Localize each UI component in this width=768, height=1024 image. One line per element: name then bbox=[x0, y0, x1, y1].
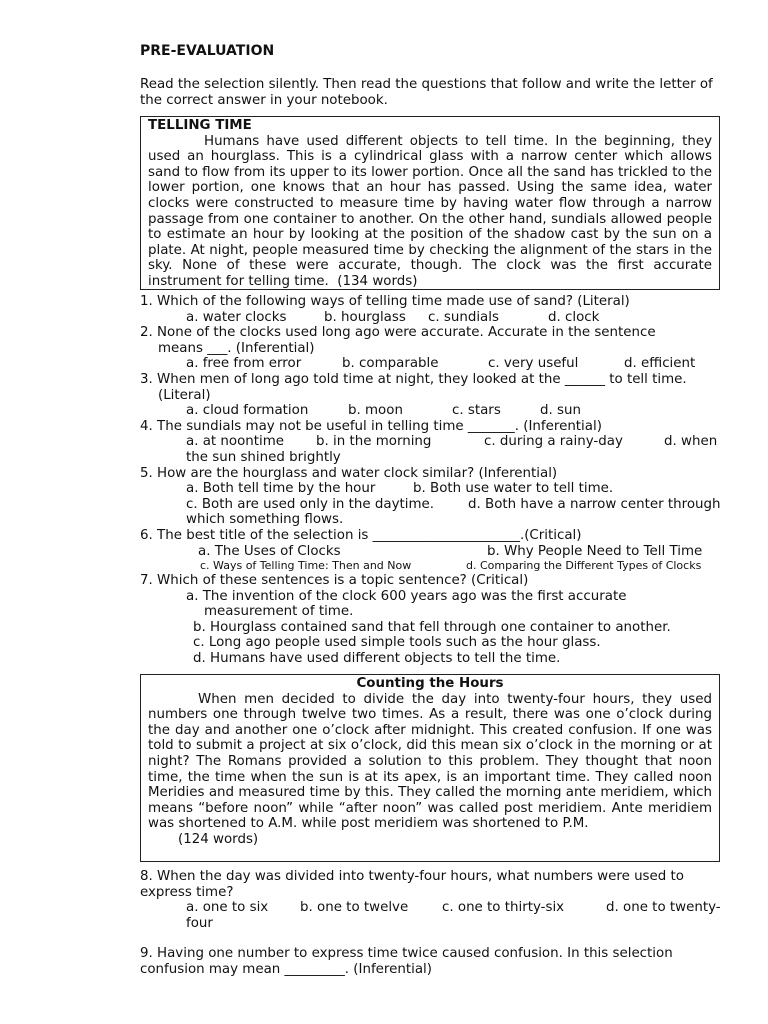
option-a: a. cloud formation bbox=[186, 403, 309, 419]
question-stem: 3. When men of long ago told time at night, they looked at the ______ to tell time. bbox=[140, 371, 687, 387]
option-a: a. Both tell time by the hour bbox=[186, 481, 376, 497]
passage-title: TELLING TIME bbox=[148, 118, 252, 133]
option-d: d. Both have a narrow center through which something flows. bbox=[186, 496, 721, 528]
option-c: c. during a rainy-day bbox=[484, 434, 623, 450]
option-d: d. efficient bbox=[624, 356, 696, 372]
question-stem: 6. The best title of the selection is ______________________.(Critical) bbox=[140, 527, 582, 543]
word-count: (124 words) bbox=[178, 831, 259, 847]
passage-title: Counting the Hours bbox=[356, 676, 504, 691]
option-a: a. one to six bbox=[186, 900, 269, 916]
option-b: b. Why People Need to Tell Time bbox=[487, 543, 703, 559]
option-d: d. one to twenty-four bbox=[186, 900, 721, 931]
answer-options bbox=[140, 900, 722, 931]
option-c: c. Ways of Telling Time: Then and Now bbox=[200, 559, 412, 573]
passage-counting-the-hours bbox=[140, 674, 720, 862]
questions-1-7 bbox=[140, 294, 722, 667]
question-stem: 9. Having one number to express time twice caused confusion. In this selection confusion may mean _________. (Inferential) bbox=[140, 946, 673, 977]
answer-options bbox=[140, 544, 722, 560]
instructions: Read the selection silently. Then read the questions that follow and write the letter of the correct answer in your notebook. bbox=[140, 77, 713, 108]
question-stem-continued: means ___. (Inferential) bbox=[158, 340, 315, 356]
question-9 bbox=[140, 946, 722, 977]
answer-options bbox=[140, 481, 722, 497]
question-4 bbox=[140, 419, 722, 466]
question-stem: 8. When the day was divided into twenty-four hours, what numbers were used to express time? bbox=[140, 869, 684, 900]
option-d: d. Humans have used different objects to tell the time. bbox=[193, 651, 561, 667]
option-c: c. one to thirty-six bbox=[442, 900, 565, 916]
option-b: b. comparable bbox=[342, 356, 439, 372]
question-7 bbox=[140, 573, 722, 667]
question-8 bbox=[140, 869, 722, 931]
word-count: (134 words) bbox=[337, 273, 418, 289]
option-b: b. Both use water to tell time. bbox=[413, 481, 614, 497]
option-b: b. moon bbox=[348, 403, 403, 419]
question-2 bbox=[140, 325, 722, 372]
passage-telling-time bbox=[140, 116, 720, 290]
option-a: a. The invention of the clock 600 years ago was the first accurate measurement of time. bbox=[186, 588, 627, 620]
question-1 bbox=[140, 294, 722, 325]
option-c: c. stars bbox=[452, 403, 501, 419]
option-c: c. Both are used only in the daytime. bbox=[186, 496, 435, 512]
option-a: a. free from error bbox=[186, 356, 302, 372]
answer-options bbox=[140, 434, 722, 465]
option-b: b. hourglass bbox=[324, 309, 406, 325]
question-stem: 7. Which of these sentences is a topic sentence? (Critical) bbox=[140, 573, 529, 589]
question-stem: 5. How are the hourglass and water clock similar? (Inferential) bbox=[140, 465, 558, 481]
option-a: a. at noontime bbox=[186, 434, 285, 450]
question-3 bbox=[140, 372, 722, 419]
passage-body: When men decided to divide the day into twenty-four hours, they used numbers one through twelve two times. As a result, there was one o’clock during the day and another one o’clock after midnight. This created confusion. If one was told to submit a project at six o’clock, did this mean six o’clock in the morning or at night? The Romans provided a solution to this problem. They thought that noon time, the time when the sun is at its apex, is an important time. They called noon Meridies and measured time by this. They called the morning ante meridiem, which means “before noon” while “after noon” was called post meridiem. Ante meridiem was shortened to A.M. while post meridiem was shortened to P.M. bbox=[148, 691, 712, 832]
option-d: d. clock bbox=[548, 309, 600, 325]
question-stem: 4. The sundials may not be useful in telling time _______. (Inferential) bbox=[140, 418, 602, 434]
page-title: PRE-EVALUATION bbox=[140, 43, 275, 59]
option-c: c. Long ago people used simple tools such as the hour glass. bbox=[193, 635, 601, 651]
option-d: d. Comparing the Different Types of Clocks bbox=[466, 559, 702, 573]
question-stem: 2. None of the clocks used long ago were accurate. Accurate in the sentence bbox=[140, 325, 656, 341]
option-a: a. The Uses of Clocks bbox=[198, 543, 341, 559]
option-b: b. in the morning bbox=[316, 434, 432, 450]
passage-body: Humans have used different objects to tell time. In the beginning, they used an hourglass. This is a cylindrical glass with a narrow center which allows sand to flow from its upper to its lower portion. Once all the sand has trickled to the lower portion, one knows that an hour has passed. Using the same idea, water clocks were constructed to measure time by having water flow through a narrow passage from one container to another. On the other hand, sundials allowed people to estimate an hour by looking at the position of the shadow cast by the sun on a plate. At night, people measured time by checking the alignment of the stars in the sky. None of these were accurate, though. The clock was the first accurate instrument for telling time. (134 words) bbox=[148, 133, 712, 289]
option-b: b. one to twelve bbox=[300, 900, 409, 916]
option-c: c. very useful bbox=[488, 356, 579, 372]
question-6 bbox=[140, 528, 722, 573]
answer-options bbox=[140, 310, 722, 326]
question-stem: 1. Which of the following ways of telling time made use of sand? (Literal) bbox=[140, 294, 630, 309]
answer-options bbox=[140, 403, 722, 419]
option-c: c. sundials bbox=[428, 309, 499, 325]
answer-options bbox=[140, 356, 722, 372]
question-5 bbox=[140, 466, 722, 528]
option-d: d. sun bbox=[540, 403, 581, 419]
option-b: b. Hourglass contained sand that fell through one container to another. bbox=[193, 619, 671, 635]
option-a: a. water clocks bbox=[186, 309, 287, 325]
question-stem-continued: (Literal) bbox=[158, 387, 211, 403]
option-d: d. when the sun shined brightly bbox=[186, 434, 718, 465]
